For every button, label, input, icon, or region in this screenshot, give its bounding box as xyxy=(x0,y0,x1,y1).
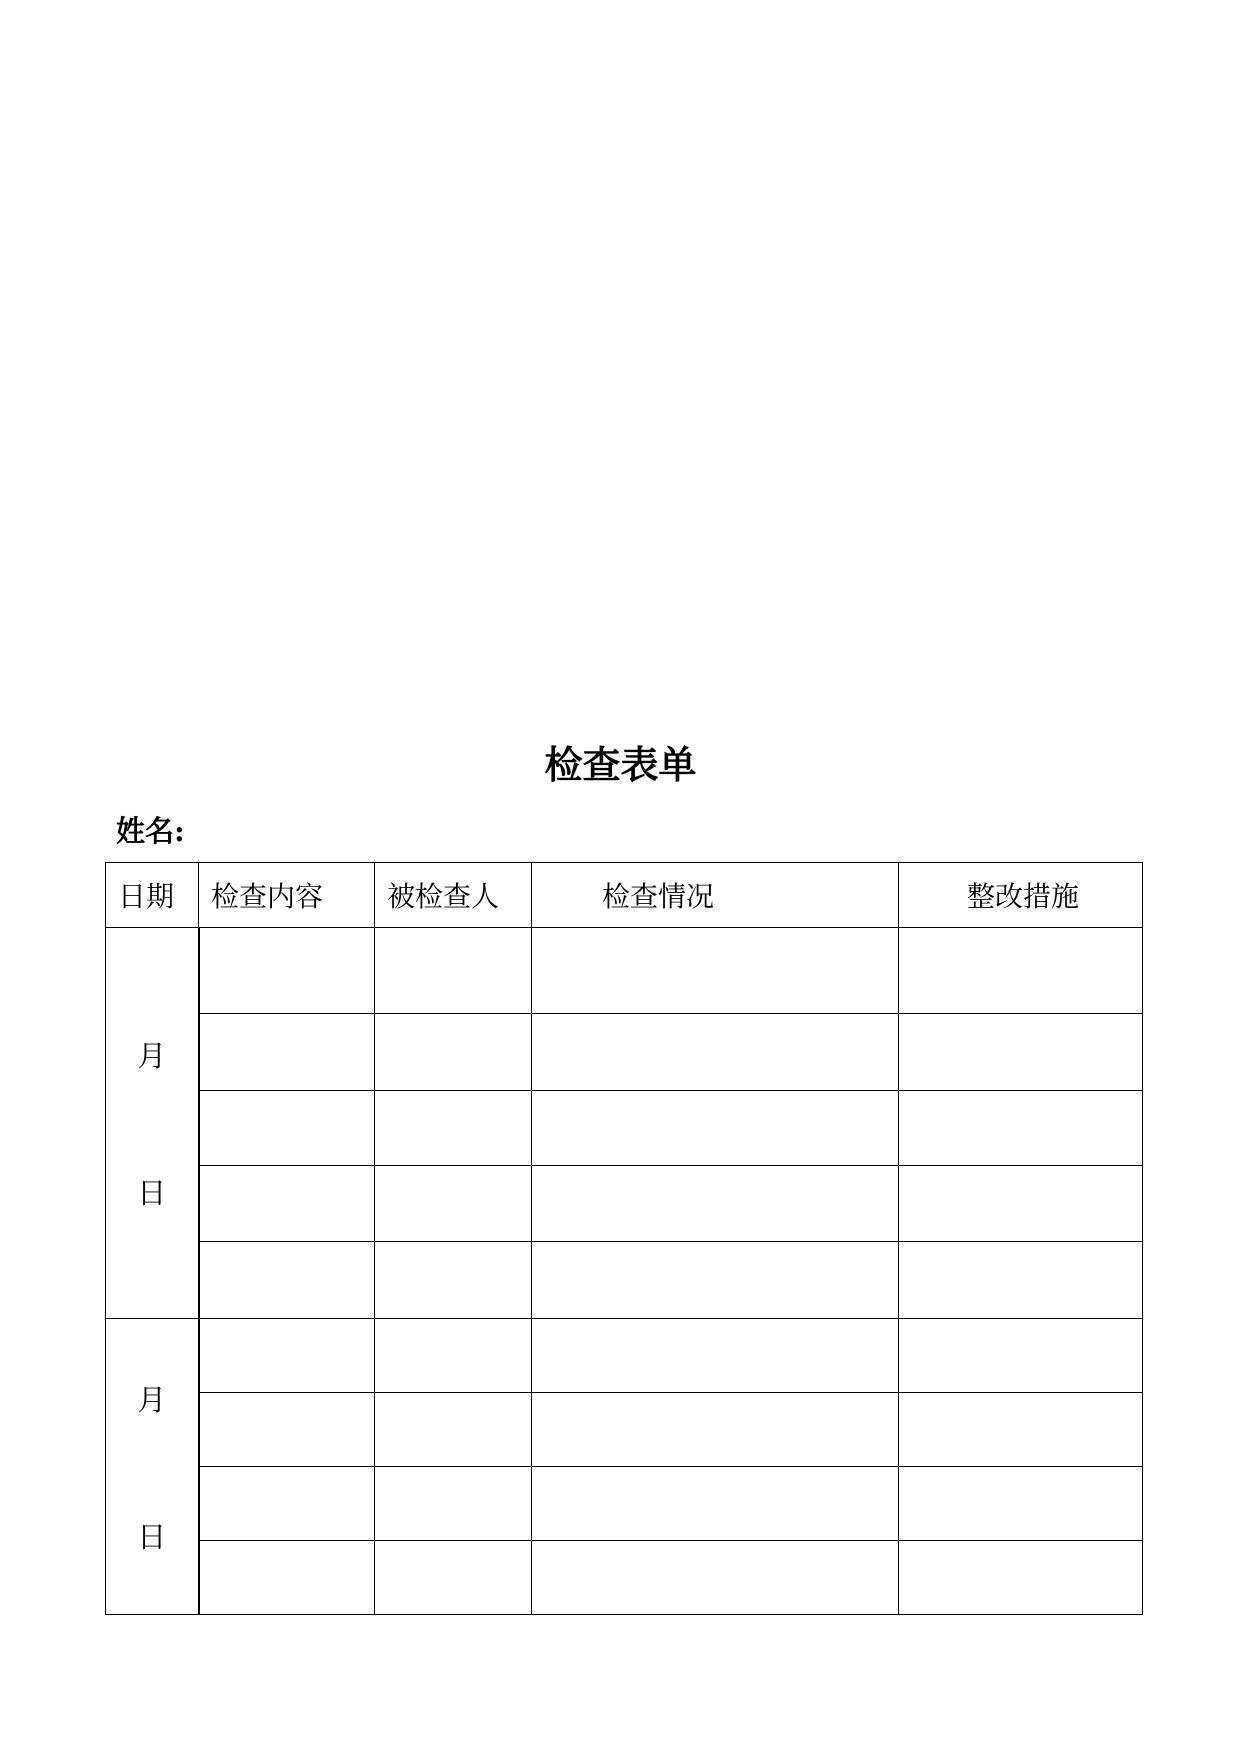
inspection-situation-cell[interactable] xyxy=(532,1014,899,1091)
inspection-situation-cell[interactable] xyxy=(532,1166,899,1242)
header-inspection-situation: 检查情况 xyxy=(532,863,899,928)
header-corrective-measures: 整改措施 xyxy=(899,863,1143,928)
corrective-measures-cell[interactable] xyxy=(899,1393,1143,1467)
corrective-measures-cell[interactable] xyxy=(899,1091,1143,1166)
inspected-person-cell[interactable] xyxy=(375,1091,532,1166)
date-cell[interactable] xyxy=(106,928,199,1319)
corrective-measures-cell[interactable] xyxy=(899,1541,1143,1615)
table-row xyxy=(106,1166,1143,1242)
table-row xyxy=(106,928,1143,1014)
table-row xyxy=(106,1014,1143,1091)
inspection-content-cell[interactable] xyxy=(199,1091,375,1166)
inspected-person-cell[interactable] xyxy=(375,1467,532,1541)
table-row xyxy=(106,1319,1143,1393)
inspection-situation-cell[interactable] xyxy=(532,1242,899,1319)
table-row xyxy=(106,1242,1143,1319)
table-row xyxy=(106,1393,1143,1467)
inspected-person-cell[interactable] xyxy=(375,1242,532,1319)
inspection-content-cell[interactable] xyxy=(199,1014,375,1091)
name-label: 姓名: xyxy=(116,814,185,848)
corrective-measures-cell[interactable] xyxy=(899,1166,1143,1242)
inspection-content-cell[interactable] xyxy=(199,1166,375,1242)
inspected-person-cell[interactable] xyxy=(375,1541,532,1615)
inspected-person-cell[interactable] xyxy=(375,1319,532,1393)
table-row xyxy=(106,1091,1143,1166)
inspection-content-cell[interactable] xyxy=(199,1393,375,1467)
table-row xyxy=(106,1541,1143,1615)
inspection-situation-cell[interactable] xyxy=(532,928,899,1014)
inspection-table xyxy=(105,862,1143,1615)
inspection-situation-cell[interactable] xyxy=(532,1393,899,1467)
inspection-content-cell[interactable] xyxy=(199,1467,375,1541)
inspection-content-cell[interactable] xyxy=(199,1242,375,1319)
corrective-measures-cell[interactable] xyxy=(899,1319,1143,1393)
inspection-situation-cell[interactable] xyxy=(532,1467,899,1541)
day-label: 日 xyxy=(137,1176,167,1210)
inspection-situation-cell[interactable] xyxy=(532,1319,899,1393)
corrective-measures-cell[interactable] xyxy=(899,1242,1143,1319)
header-inspected-person: 被检查人 xyxy=(375,863,532,928)
header-date: 日期 xyxy=(106,863,199,928)
header-inspection-content: 检查内容 xyxy=(199,863,375,928)
corrective-measures-cell[interactable] xyxy=(899,1467,1143,1541)
inspected-person-cell[interactable] xyxy=(375,1166,532,1242)
inspection-content-cell[interactable] xyxy=(199,1319,375,1393)
table-row xyxy=(106,1467,1143,1541)
corrective-measures-cell[interactable] xyxy=(899,928,1143,1014)
page-title: 检查表单 xyxy=(544,742,697,787)
inspection-situation-cell[interactable] xyxy=(532,1091,899,1166)
inspection-content-cell[interactable] xyxy=(199,928,375,1014)
inspected-person-cell[interactable] xyxy=(375,928,532,1014)
inspection-situation-cell[interactable] xyxy=(532,1541,899,1615)
date-cell[interactable] xyxy=(106,1319,199,1615)
inspected-person-cell[interactable] xyxy=(375,1014,532,1091)
inspected-person-cell[interactable] xyxy=(375,1393,532,1467)
header-row xyxy=(106,863,1143,928)
inspection-content-cell[interactable] xyxy=(199,1541,375,1615)
month-label: 月 xyxy=(137,1039,167,1073)
corrective-measures-cell[interactable] xyxy=(899,1014,1143,1091)
day-label: 日 xyxy=(137,1519,167,1554)
month-label: 月 xyxy=(137,1382,167,1417)
